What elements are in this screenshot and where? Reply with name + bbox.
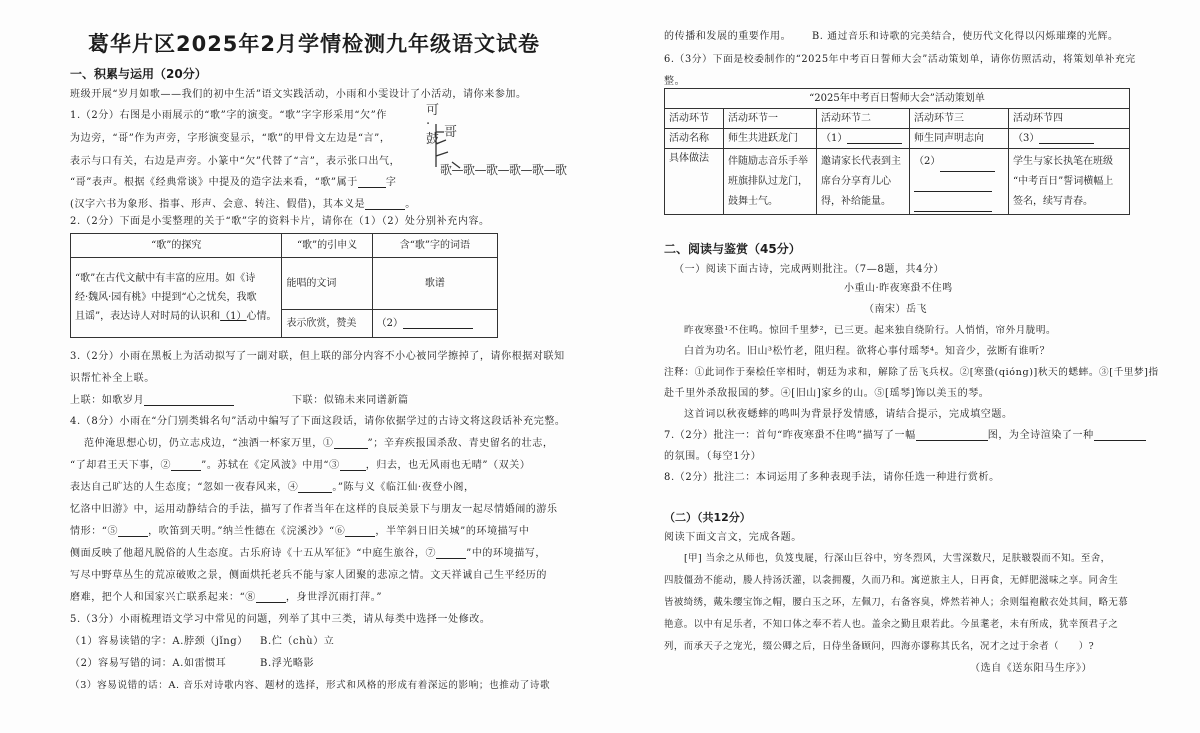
- q4-l6-a: 情形：“⑤: [70, 526, 119, 537]
- q4-l4-b: 。”陈与义《临江仙·夜登小阁，: [332, 482, 475, 493]
- table-meaning-2: 表示欣赏，赞美: [282, 310, 372, 338]
- q2-line: 2.（2分）下面是小雯整理的关于“歌”字的资料卡片，请你在（1）（2）处分别补充内容。: [70, 216, 490, 227]
- table-header-research: “歌”的探究: [71, 234, 282, 258]
- character-research-table: [70, 233, 498, 338]
- couplet-lower: 下联：似锦未来同谱新篇: [292, 395, 409, 406]
- q4-l6-c: ，半竿斜日旧关城”的环境描写中: [375, 526, 530, 537]
- q1-line2: 为边旁，“哥”作为声旁，字形演变显示，“歌”的甲骨文左边是“言”，: [70, 133, 391, 144]
- research-line3-text: 且谣”，表达诗人对时局的认识和: [75, 311, 221, 322]
- poem-line1: 昨夜寒蛩¹不住鸣。惊回千里梦²，已三更。起来独自绕阶行。人悄悄，帘外月胧明。: [684, 325, 1057, 336]
- q4-blank-8[interactable]: [256, 602, 286, 603]
- notes-tail: 这首词以秋夜蟋蟀的鸣叫为背景抒发情感，请结合提示，完成填空题。: [684, 409, 1013, 420]
- q4-l9-b: ，身世浮沉雨打萍。”: [285, 592, 383, 603]
- plan-col-3: 活动环节三: [910, 109, 1009, 129]
- plan-action-2-l3: 得，补给能量。: [821, 195, 891, 207]
- plan-action-2-l2: 席台分享育儿心: [821, 175, 891, 187]
- q4-line4: [70, 483, 475, 493]
- plan-action-4-l2: “中考百日”誓词横幅上: [1013, 175, 1114, 187]
- poem-author: （南宋）岳飞: [864, 304, 927, 315]
- plan-name-2: [817, 129, 910, 149]
- q4-l2-b: ”；辛弃疾报国杀敌、青史留名的壮志，: [367, 438, 554, 449]
- couplet-upper: [70, 396, 234, 406]
- q7-line2: 的氛围。（每空1分）: [664, 451, 762, 462]
- q1-line1: 1.（2分）右图是小雨展示的“歌”字的演变。“歌”字字形采用“欠”作: [70, 110, 387, 121]
- plan-name-4-label: （3）: [1013, 132, 1040, 144]
- q4-l3-b: ”。苏轼在《定风波》中用“③: [201, 460, 340, 471]
- q4-blank-6[interactable]: [345, 536, 375, 537]
- prose-line1: [甲] 当余之从师也，负笈曳屣，行深山巨谷中，穷冬烈风，大雪深数尺，足肤皲裂而不知。至舍，: [684, 553, 1111, 564]
- part1-intro: （一）阅读下面古诗，完成两则批注。（7—8题，共4分）: [674, 264, 945, 275]
- glyph-bottom: 歌—歌—歌—歌—歌—歌: [440, 163, 567, 177]
- q7-blank-1[interactable]: [916, 440, 988, 441]
- q1-line3: 表示与口有关，右边是声旁。小篆中“欠”代替了“言”，表示张口出气，: [70, 156, 401, 167]
- plan-row-head-name: 活动名称: [665, 129, 724, 149]
- q6-line2: 整。: [664, 76, 686, 87]
- q6-line1: 6.（3分）下面是校委制作的“2025年中考百日誓师大会”活动策划单，请你仿照活动，将策划单补充完: [664, 54, 1136, 65]
- activity-plan-table: [664, 88, 1130, 215]
- couplet-blank[interactable]: [144, 405, 234, 406]
- table-word-1: 歌谱: [372, 258, 497, 310]
- plan-col-2: 活动环节二: [817, 109, 910, 129]
- q1-line4: [70, 178, 396, 188]
- section1-heading: 一、积累与运用（20分）: [70, 67, 207, 81]
- q4-l4-a: 表达自己旷达的人生态度；“忽如一夜春风来，④: [70, 482, 299, 493]
- q4-line8: 写尽中野草丛生的荒凉破败之景，侧面烘托老兵不能与家人团聚的悲凉之情。文天祥诚自己生平经历的: [70, 570, 547, 581]
- prose-line5: 列，而承天子之宠光，缀公卿之后，日侍坐备顾问，四海亦谬称其氏名，况才之过于余者（ ）?: [664, 641, 1095, 652]
- q4-blank-1[interactable]: [334, 448, 368, 449]
- continued-line: 的传播和发展的重要作用。: [664, 31, 792, 42]
- plan-name-4: [1009, 129, 1130, 149]
- q4-l7-a: 侧面反映了他超凡脱俗的人生态度。古乐府诗《十五从军征》“中庭生旅谷，⑦: [70, 548, 437, 559]
- q4-line9: [70, 593, 382, 603]
- plan-row-head-action: 具体做法: [665, 149, 724, 215]
- q4-l3-c: ，归去，也无风雨也无晴”（双关）: [365, 460, 531, 471]
- q7-blank-2[interactable]: [1094, 440, 1146, 441]
- plan-caption: “2025年中考百日誓师大会”活动策划单: [665, 89, 1130, 109]
- notes-line1: 注释：①此词作于秦桧任宰相时，朝廷为求和，解除了岳飞兵权。②[寒蛩(qióng)]秋天的蟋蟀。③[千里梦]指: [664, 367, 1159, 378]
- prose-line2: 四肢僵劲不能动，媵人持汤沃灌，以衾拥覆，久而乃和。寓逆旅主人，日再食，无鲜肥滋味之享。同舍生: [664, 575, 1119, 586]
- q4-line5: 忆洛中旧游》中，运用动静结合的手法，描写了作者当年在这样的良辰美景下与朋友一起尽情婚闹的游乐: [70, 504, 558, 515]
- plan-action-3-label: （2）: [914, 155, 941, 167]
- q5-line2: （1）容易读错的字：A.脖颈（jǐng）: [70, 636, 248, 647]
- plan-action-1-l2: 班旗排队过龙门，: [728, 175, 808, 187]
- table-cell-research: [71, 258, 282, 338]
- q1-blank-1[interactable]: [358, 187, 386, 188]
- q4-l6-b: ，吹笛到天明。”纳兰性德在《浣溪沙》“⑥: [148, 526, 346, 537]
- q4-line3: [70, 461, 530, 471]
- q4-line2: [84, 439, 553, 449]
- poem-line2: 白首为功名。旧山³松竹老，阻归程。欲将心事付瑶琴⁴。知音少，弦断有谁听？: [684, 346, 1051, 357]
- plan-blank-1[interactable]: [847, 143, 902, 144]
- prose-source: （选自《送东阳马生序》）: [970, 663, 1093, 674]
- q1-line4-end: 字: [385, 177, 397, 188]
- plan-action-4-l3: 签名，续写青春。: [1013, 195, 1093, 207]
- plan-action-3-l2: [914, 172, 1004, 192]
- q4-line6: [70, 527, 529, 537]
- q5-line3-b: B.浮光略影: [260, 658, 315, 669]
- q5-line4: （3）容易说错的话：A. 音乐对诗歌内容、题材的选择，形式和风格的形成有着深远的影响；也推动了诗歌: [70, 680, 551, 691]
- left-column: [70, 0, 567, 733]
- table-word-2-label: （2）: [376, 317, 404, 329]
- q4-l7-b: ”中的环境描写，: [466, 548, 547, 559]
- plan-col-4: 活动环节四: [1009, 109, 1130, 129]
- right-column: [664, 0, 1159, 733]
- q3-line2: 识帮忙补全上联。: [70, 373, 155, 384]
- q4-blank-2[interactable]: [171, 470, 201, 471]
- q4-blank-4[interactable]: [298, 492, 332, 493]
- q7-text-b: 图，为全诗渲染了一种: [987, 430, 1094, 441]
- q4-blank-3[interactable]: [340, 470, 366, 471]
- continued-line-b: B. 通过音乐和诗歌的完美结合，使历代文化得以闪烁璀璨的光辉。: [812, 31, 1119, 42]
- section1-intro: 班级开展“岁月如歌——我们的初中生活”语文实践活动，小雨和小雯设计了小活动，请你来参加。: [70, 89, 527, 100]
- research-line3-end: 心情。: [246, 311, 277, 322]
- q5-line1: 5.（3分）小雨梳理语文学习中常见的问题，列举了其中三类，请从每类中选择一处修改。: [70, 614, 491, 625]
- part2-intro: 阅读下面文言文，完成各题。: [664, 532, 802, 543]
- glyph-top: 可·鼓: [426, 103, 440, 147]
- research-line2: 经·魏风·园有桃》中提到“心之忧矣，我歌: [75, 292, 257, 303]
- plan-blank-3[interactable]: [1039, 143, 1094, 144]
- q4-line7: [70, 549, 546, 559]
- q8-line: 8.（2分）批注二：本词运用了多种表现手法，请你任选一种进行赏析。: [664, 472, 1000, 483]
- table-header-meaning: “歌”的引申义: [282, 234, 372, 258]
- plan-name-3: 师生同声明志向: [910, 129, 1009, 149]
- plan-action-2: [817, 149, 910, 215]
- plan-action-1-l1: 伴随励志音乐手举: [728, 155, 808, 167]
- plan-action-4-l1: 学生与家长执笔在班级: [1013, 155, 1113, 167]
- part2-heading: （二）（共12分）: [664, 511, 751, 524]
- section2-heading: 二、阅读与鉴赏（45分）: [664, 242, 801, 256]
- notes-line2: 赴千里外杀敌报国的梦。④[旧山]家乡的山。⑤[瑶琴]饰以美玉的琴。: [664, 388, 990, 399]
- plan-name-2-label: （1）: [821, 132, 848, 144]
- plan-action-3: [910, 149, 1009, 215]
- q4-l3-a: “了却君王天下事，②: [70, 460, 172, 471]
- q1-line4-text: “哥”表声。根据《经典常谈》中提及的造字法来看，“歌”属于: [70, 177, 358, 188]
- plan-action-1-l3: 鼓舞士气。: [728, 195, 778, 207]
- plan-action-1: [724, 149, 817, 215]
- q4-blank-5[interactable]: [118, 536, 148, 537]
- table-blank-2[interactable]: [403, 328, 473, 329]
- plan-name-1: 师生共进跃龙门: [724, 129, 817, 149]
- poem-title: 小重山·昨夜寒蛩不住鸣: [844, 283, 953, 294]
- research-line1: “歌”在古代文献中有丰富的应用。如《诗: [75, 273, 256, 284]
- q1-line5: [70, 200, 416, 210]
- q7-text-a: 7.（2分）批注一：首句“昨夜寒蛩不住鸣”描写了一幅: [664, 430, 916, 441]
- q4-blank-7[interactable]: [436, 558, 466, 559]
- table-header-words: 含“歌”字的词语: [372, 234, 497, 258]
- glyph-mid: 哥: [444, 125, 458, 140]
- plan-blank-2c[interactable]: [914, 211, 992, 212]
- plan-action-3-l1: [914, 152, 1004, 172]
- q5-line2-b: B.伫（chù）立: [260, 636, 335, 647]
- plan-row-head-stage: 活动环节: [665, 109, 724, 129]
- q7-line1: [664, 431, 1146, 441]
- table-meaning-1: 能唱的文词: [282, 258, 372, 310]
- table-word-2: [372, 310, 497, 338]
- prose-line4: 艳意。以中有足乐者，不知口体之奉不若人也。盖余之勤且艰若此。今虽耄老，未有所成，犹幸预君子之: [664, 619, 1119, 630]
- q1-blank-2[interactable]: [365, 209, 405, 210]
- plan-action-3-l3: [914, 192, 1004, 212]
- q5-line3: （2）容易写错的词：A.如雷惯耳: [70, 658, 227, 669]
- research-line3: [75, 307, 277, 326]
- prose-line3: 皆被绮绣，戴朱缨宝饰之帽，腰白玉之环，左佩刀，右备容臭，烨然若神人；余则缊袍敝衣处其间，略无慕: [664, 597, 1129, 608]
- q4-l2-a: 范仲淹思想心切，仍立志戍边，“浊酒一杯家万里，①: [84, 438, 334, 449]
- plan-action-4: [1009, 149, 1130, 215]
- q4-line1: 4.（8分）小雨在“分门别类辑名句”活动中编写了下面这段话，请你依据学过的古诗文将这段话补充完整。: [70, 416, 566, 427]
- plan-col-1: 活动环节一: [724, 109, 817, 129]
- research-blank-1[interactable]: （1）: [220, 311, 247, 322]
- couplet-upper-text: 上联：如歌岁月: [70, 395, 145, 406]
- q3-line1: 3.（2分）小雨在黑板上为活动拟写了一副对联，但上联的部分内容不小心被同学擦掉了，请你根据对联知: [70, 351, 565, 362]
- q1-line5-text: (汉字六书为象形、指事、形声、会意、转注、假借)，其本义是: [70, 199, 366, 210]
- q1-line5-end: 。: [405, 199, 416, 210]
- q4-l9-a: 磨难，把个人和国家兴亡联系起来：“⑧: [70, 592, 256, 603]
- page-title: 葛华片区2025年2月学情检测九年级语文试卷: [87, 32, 541, 56]
- plan-action-2-l1: 邀请家长代表到主: [821, 155, 901, 167]
